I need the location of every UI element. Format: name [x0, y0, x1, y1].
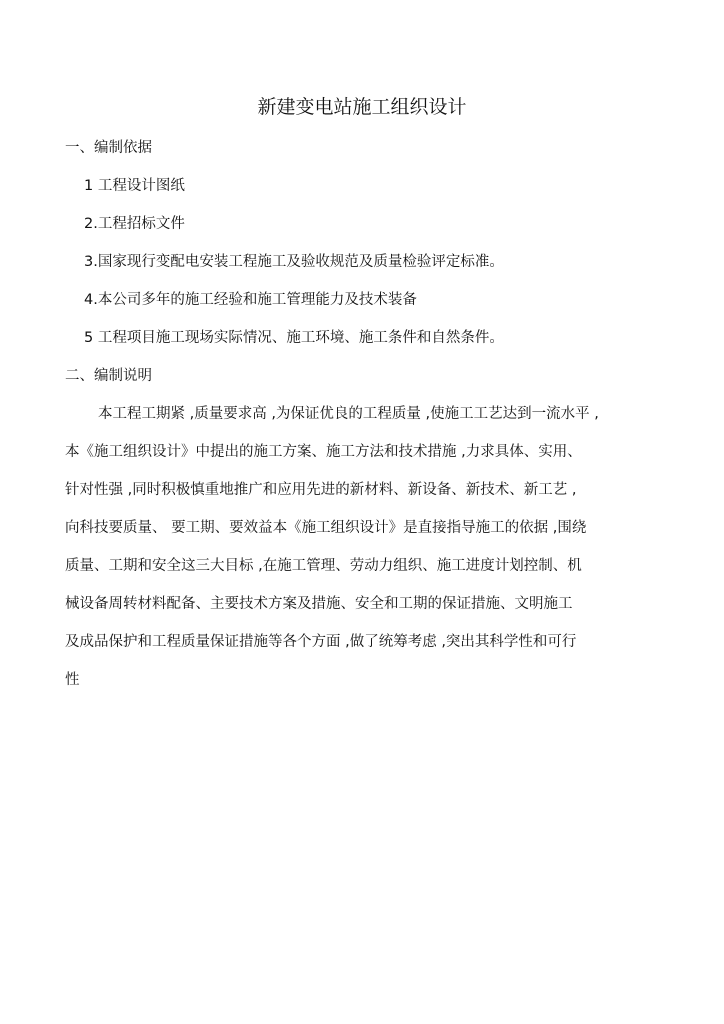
document-title: 新建变电站施工组织设计	[257, 96, 467, 118]
paragraph-line: 向科技要质量、 要工期、要效益本《施工组织设计》是直接指导施工的依据 ,围绕	[65, 520, 587, 536]
paragraph-line: 及成品保护和工程质量保证措施等各个方面 ,做了统筹考虑 ,突出其科学性和可行	[65, 634, 577, 650]
section1-item: 5 工程项目施工现场实际情况、施工环境、施工条件和自然条件。	[84, 330, 504, 346]
paragraph-line: 本《施工组织设计》中提出的施工方案、施工方法和技术措施 ,力求具体、实用、	[65, 444, 582, 460]
section1-item: 1 工程设计图纸	[84, 178, 185, 194]
section1-item: 4.本公司多年的施工经验和施工管理能力及技术装备	[84, 292, 417, 308]
paragraph-line: 本工程工期紧 ,质量要求高 ,为保证优良的工程质量 ,使施工工艺达到一流水平 ,	[98, 406, 599, 422]
section2-heading: 二、编制说明	[65, 368, 152, 384]
paragraph-line: 性	[65, 672, 80, 688]
paragraph-line: 质量、工期和安全这三大目标 ,在施工管理、劳动力组织、施工进度计划控制、机	[65, 558, 582, 574]
paragraph-line: 针对性强 ,同时积极慎重地推广和应用先进的新材料、新设备、新技术、新工艺 ,	[65, 482, 577, 498]
section1-heading: 一、编制依据	[65, 140, 152, 156]
section1-item: 2.工程招标文件	[84, 216, 185, 232]
section1-item: 3.国家现行变配电安装工程施工及验收规范及质量检验评定标准。	[84, 254, 504, 270]
paragraph-line: 械设备周转材料配备、主要技术方案及措施、安全和工期的保证措施、文明施工	[65, 596, 573, 612]
